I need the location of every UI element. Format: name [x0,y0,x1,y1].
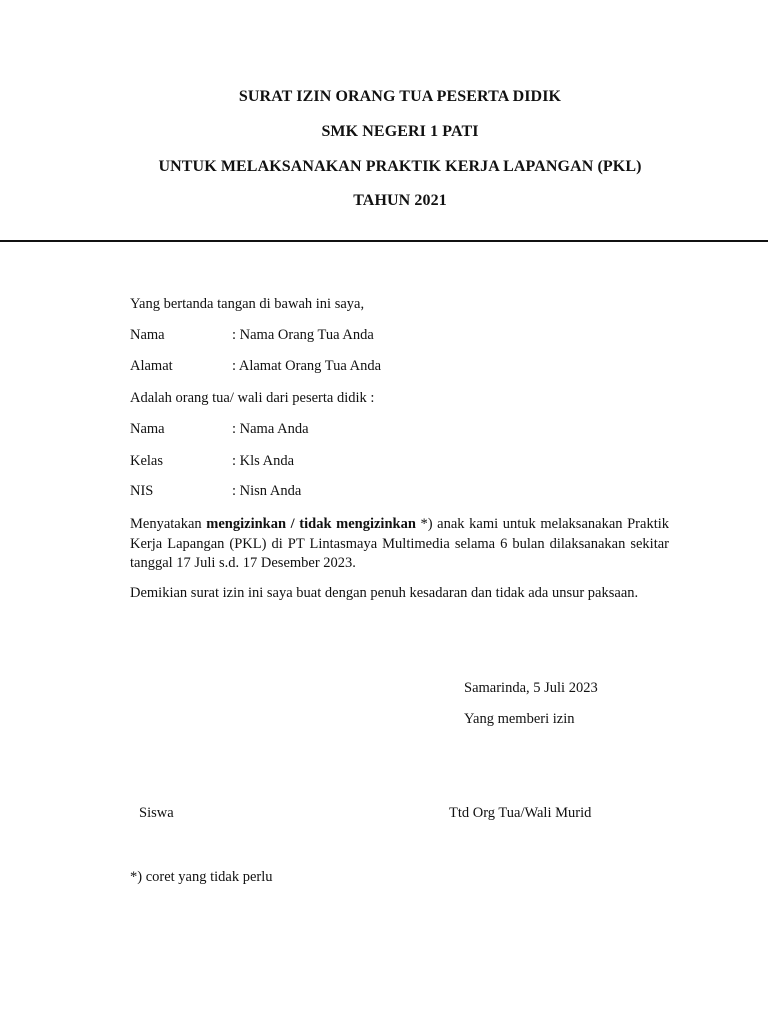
student-class-value: : Kls Anda [232,453,295,469]
student-class-label: Kelas [130,453,164,469]
document-title: SURAT IZIN ORANG TUA PESERTA DIDIK [238,88,562,105]
place-date: Samarinda, 5 Juli 2023 [464,680,598,696]
student-nis-value: : Nisn Anda [232,483,302,499]
footnote: *) coret yang tidak perlu [130,869,273,885]
statement-choice: mengizinkan / tidak mengizinkan [206,516,416,532]
parent-signature-label: Ttd Org Tua/Wali Murid [449,805,592,821]
statement-paragraph [130,515,669,574]
student-name-label: Nama [130,421,165,437]
parent-name-label: Nama [130,327,165,343]
student-intro-text: Adalah orang tua/ wali dari peserta didik : [130,390,375,406]
parent-address-row [130,358,381,375]
permission-giver: Yang memberi izin [464,711,575,727]
document-purpose: UNTUK MELAKSANAKAN PRAKTIK KERJA LAPANGAN (PKL) [158,158,642,175]
student-nis-row [130,483,301,500]
header-divider [0,240,768,242]
statement-prefix: Menyatakan [130,516,207,532]
document-year: TAHUN 2021 [353,192,447,209]
statement-suffix: *) anak kami untuk melaksanakan Praktik Kerja Lapangan (PKL) di PT Lintasmaya Multimedia selama 6 bulan dilaksanakan sekitar tanggal 17 Juli s.d. 17 Desember 2023. [130,516,669,571]
parent-address-label: Alamat [130,358,173,374]
student-name-row [130,421,309,438]
student-signature-label: Siswa [139,805,174,821]
parent-name-value: : Nama Orang Tua Anda [232,327,374,343]
closing-text: Demikian surat izin ini saya buat dengan penuh kesadaran dan tidak ada unsur paksaan. [130,585,639,601]
student-class-row [130,453,294,470]
parent-address-value: : Alamat Orang Tua Anda [232,358,382,374]
student-name-value: : Nama Anda [232,421,309,437]
school-name: SMK NEGERI 1 PATI [321,123,479,140]
student-nis-label: NIS [130,483,154,499]
parent-name-row [130,327,374,344]
intro-text: Yang bertanda tangan di bawah ini saya, [130,296,365,312]
